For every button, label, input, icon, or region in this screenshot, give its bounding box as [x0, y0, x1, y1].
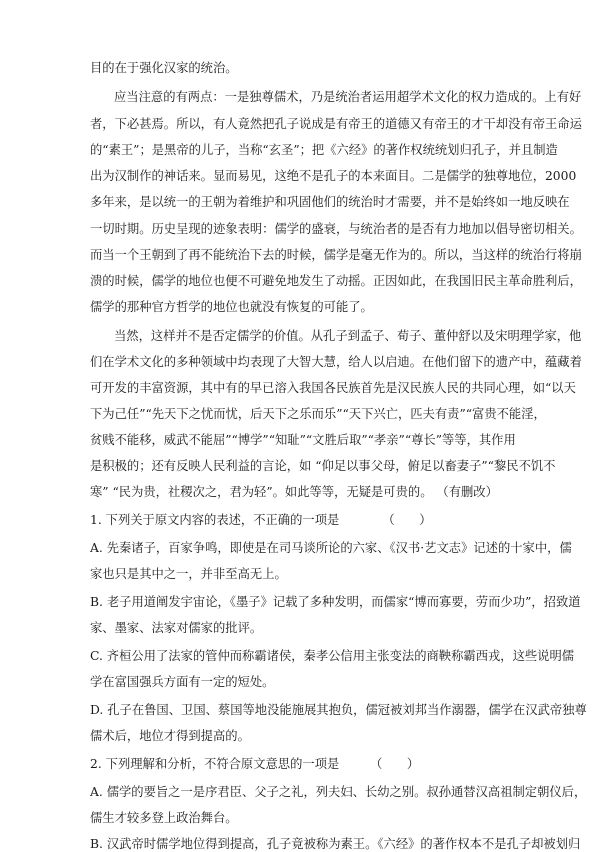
text-line: A. 儒学的要旨之一是序君臣、父子之礼，列夫妇、长幼之别。叔孙通替汉高祖制定朝仪后， — [90, 785, 587, 799]
text-line: 家也只是其中之一，并非至高无上。 — [90, 567, 287, 581]
text-line: B. 汉武帝时儒学地位得到提高，孔子竟被称为素王。《六经》的著作权本不是孔子却被划归 — [90, 837, 581, 851]
text-line: 下为己任”“先天下之忧而忧，后天下之乐而乐”“天下兴亡，匹夫有责”“富贵不能淫， — [90, 407, 546, 421]
text-line: 溃的时候，儒学的地位也便不可避免地发生了动摇。正因如此，在我国旧民主革命胜利后， — [90, 274, 582, 288]
text-line: 儒术后，地位才得到提高的。 — [90, 729, 250, 743]
text-line: B. 老子用道阐发宇宙论，《墨子》记载了多种发明，而儒家“博而寡要，劳而少功”，招致道 — [90, 595, 581, 609]
text-line: 1. 下列关于原文内容的表述，不正确的一项是 （ ） — [90, 513, 432, 527]
text-line: 儒生才较多登上政治舞台。 — [90, 811, 238, 825]
text-line: 儒学的那种官方哲学的地位也就没有恢复的可能了。 — [90, 300, 373, 314]
text-line: 多年来，是以统一的王朝为着维护和巩固他们的统治时才需要，并不是始终如一地反映在 — [90, 195, 570, 209]
text-line: 当然，这样并不是否定儒学的价值。从孔子到孟子、荀子、董仲舒以及宋明理学家，他 — [114, 329, 582, 343]
text-line: 者，下必甚焉。所以，有人竟然把孔子说成是有帝王的道德又有帝王的才干却没有帝王命运 — [90, 117, 582, 131]
text-line: C. 齐桓公用了法家的管仲而称霸诸侯，秦孝公信用主张变法的商鞅称霸西戎，这些说明儒 — [90, 649, 575, 663]
text-line: 寒” “民为贵，社稷次之，君为轻”。如此等等，无疑是可贵的。 （有删改） — [90, 485, 498, 499]
text-line: 可开发的丰富资源，其中有的早已溶入我国各民族首先是汉民族人民的共同心理，如“以天 — [90, 381, 576, 395]
text-line: 是积极的；还有反映人民利益的言论，如 “仰足以事父母，俯足以畜妻子”“黎民不饥不 — [90, 459, 556, 473]
text-line: 们在学术文化的多种领域中均表现了大智大慧，给人以启迪。在他们留下的遗产中，蕴藏着 — [90, 355, 582, 369]
text-line: 一切时期。历史呈现的迹象表明：儒学的盛衰，与统治者的是否有力地加以倡导密切相关。 — [90, 222, 582, 236]
text-line: 2. 下列理解和分析，不符合原文意思的一项是 （ ） — [90, 757, 420, 771]
text-line: 出为汉制作的神话来。显而易见，这绝不是孔子的本来面目。二是儒学的独尊地位，2000 — [90, 169, 577, 183]
text-line: 学在富国强兵方面有一定的短处。 — [90, 675, 275, 689]
text-line: D. 孔子在鲁国、卫国、蔡国等地没能施展其抱负，儒冠被刘邦当作溺器，儒学在汉武帝独尊 — [90, 703, 587, 717]
text-line: 的“素王”；是黑帝的儿子，当称“玄圣”；把《六经》的著作权统统划归孔子，并且制造 — [90, 143, 558, 157]
text-line: A. 先秦诸子，百家争鸣，即使是在司马谈所论的六家、《汉书·艺文志》记述的十家中，儒 — [90, 541, 572, 555]
text-line: 而当一个王朝到了再不能统治下去的时候，儒学是毫无作为的。所以，当这样的统治行将崩 — [90, 248, 582, 262]
text-line: 家、墨家、法家对儒家的批评。 — [90, 621, 263, 635]
text-line: 目的在于强化汉家的统治。 — [90, 61, 238, 75]
text-line: 应当注意的有两点：一是独尊儒术，乃是统治者运用超学术文化的权力造成的。上有好 — [114, 90, 582, 104]
text-line: 贫贱不能移，威武不能屈”“博学”“知耻”“文胜后取”“孝亲”“尊长”等等，其作用 — [90, 433, 516, 447]
